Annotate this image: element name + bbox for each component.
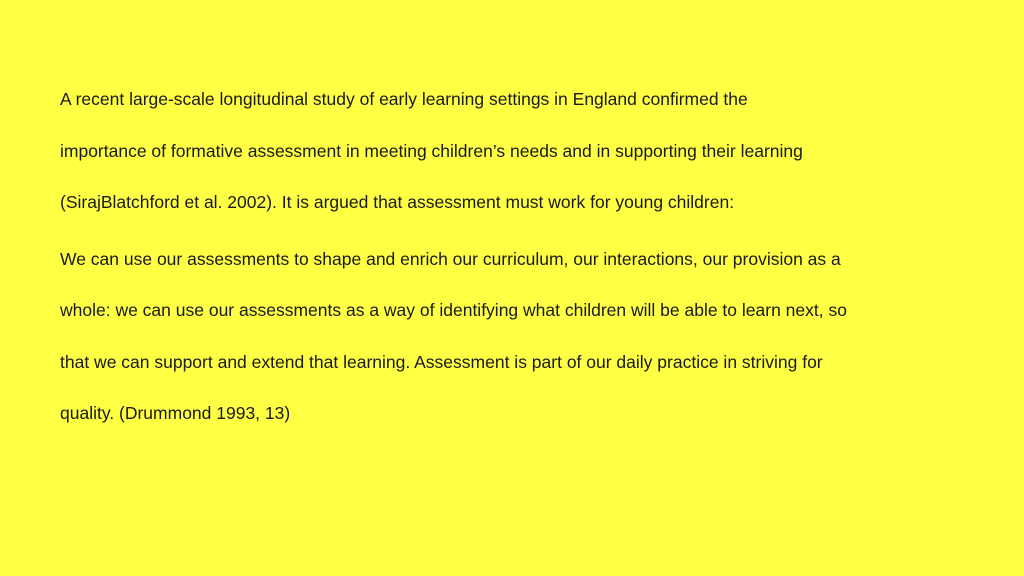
text-line: (SirajBlatchford et al. 2002). It is argued that assessment must work for young children: — [60, 192, 735, 212]
text-line: importance of formative assessment in meeting children’s needs and in supporting their learning — [60, 140, 803, 161]
slide-body-text — [60, 74, 960, 440]
text-line: We can use our assessments to shape and enrich our curriculum, our interactions, our provision as a — [60, 248, 841, 269]
intro-paragraph — [60, 74, 960, 229]
text-line: that we can support and extend that learning. Assessment is part of our daily practice in striving for — [60, 351, 823, 372]
text-line: A recent large-scale longitudinal study of early learning settings in England confirmed the — [60, 89, 748, 109]
quote-paragraph — [60, 234, 960, 440]
text-line: quality. (Drummond 1993, 13) — [60, 403, 291, 423]
text-line: whole: we can use our assessments as a way of identifying what children will be able to learn next, so — [60, 300, 847, 320]
